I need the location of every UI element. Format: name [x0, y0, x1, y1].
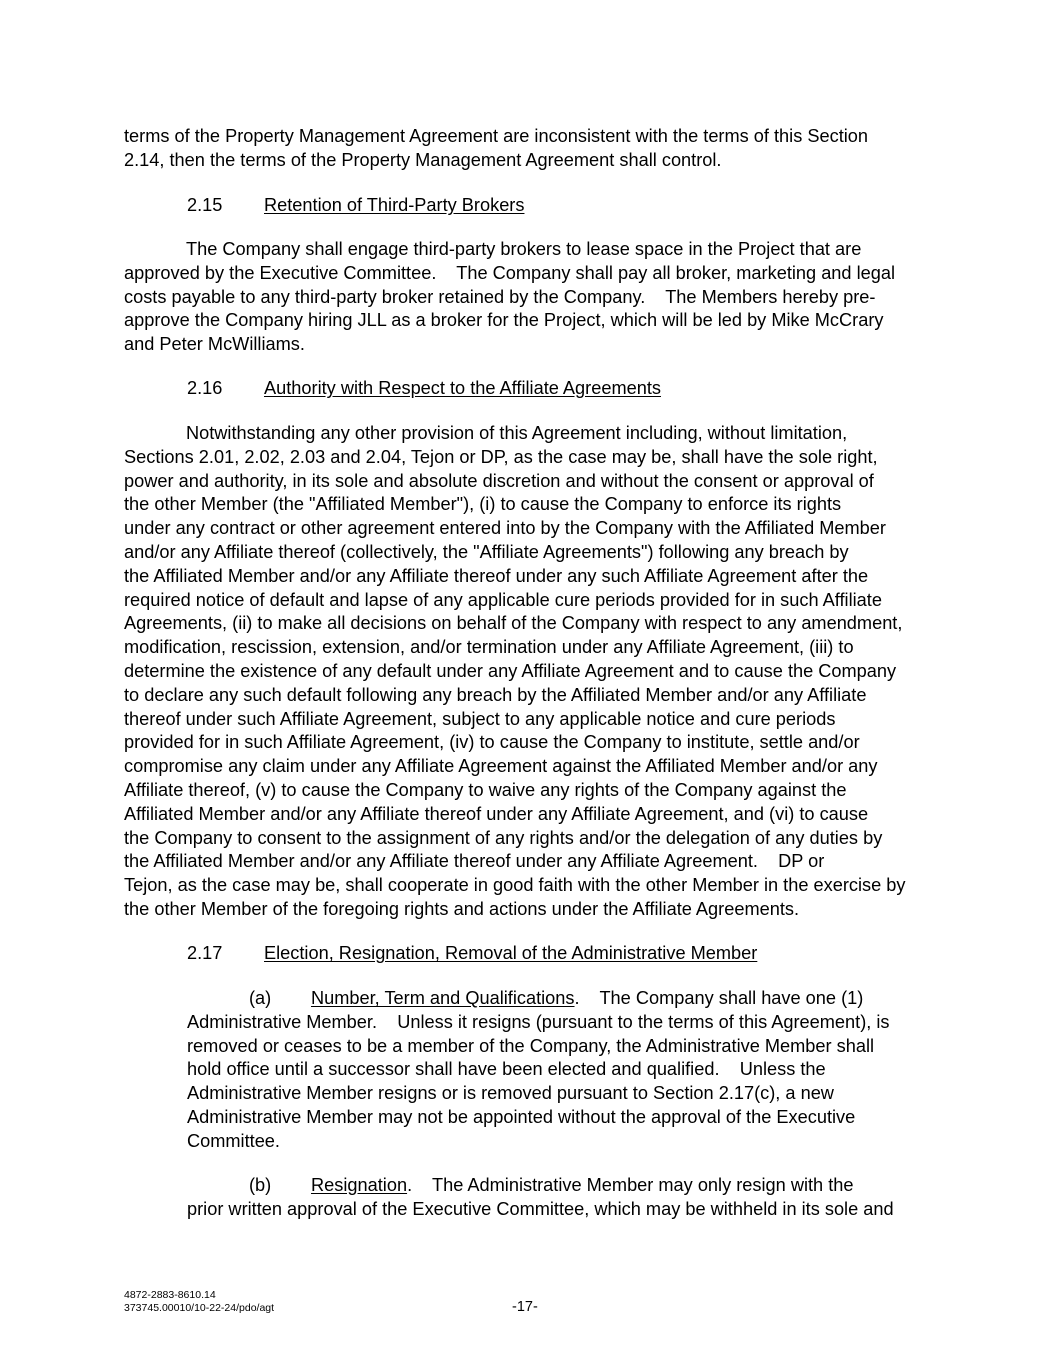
text-line: Tejon, as the case may be, shall cooperate in good faith with the other Member in the exercise by — [124, 875, 906, 896]
text-line: prior written approval of the Executive Committee, which may be withheld in its sole and — [187, 1198, 894, 1219]
footer-matter-id: 373745.00010/10-22-24/pdo/agt — [124, 1301, 275, 1314]
text-line: the other Member of the foregoing rights and actions under the Affiliate Agreements. — [124, 898, 800, 919]
section-number: 2.16 — [187, 378, 223, 398]
text-line: under any contract or other agreement entered into by the Company with the Affiliated Member — [124, 518, 886, 539]
subsection-label: (a) — [249, 988, 272, 1008]
text-line: costs payable to any third-party broker retained by the Company. The Members hereby pre- — [124, 286, 876, 307]
subsection-a-paragraph — [187, 987, 890, 1154]
text-line: required notice of default and lapse of any applicable cure periods provided for in such Affiliate — [124, 589, 882, 610]
text-line: compromise any claim under any Affiliate Agreement against the Affiliated Member and/or any — [124, 756, 878, 777]
text-line: Administrative Member resigns or is removed pursuant to Section 2.17(c), a new — [187, 1083, 834, 1104]
page-number: -17- — [512, 1299, 538, 1315]
text-line: Committee. — [187, 1130, 280, 1151]
section-number: 2.17 — [187, 943, 223, 963]
section-2-16-paragraph — [124, 422, 905, 922]
subsection-title: Resignation — [311, 1175, 408, 1195]
text-line: power and authority, in its sole and absolute discretion and without the consent or approval of — [124, 470, 874, 491]
text-line: determine the existence of any default under any Affiliate Agreement and to cause the Company — [124, 660, 897, 681]
text-line: Notwithstanding any other provision of this Agreement including, without limitation, — [186, 423, 848, 443]
footer-document-ids — [124, 1289, 274, 1314]
text-line: Administrative Member. Unless it resigns (pursuant to the terms of this Agreement), is — [187, 1011, 890, 1032]
text-line: (a) Number, Term and Qualifications. The Company shall have one (1) — [187, 987, 890, 1011]
section-2-15-heading — [187, 194, 524, 218]
text-line: 2.14, then the terms of the Property Management Agreement shall control. — [124, 149, 722, 170]
section-number: 2.15 — [187, 195, 223, 215]
text-line: terms of the Property Management Agreement are inconsistent with the terms of this Section — [124, 126, 869, 146]
text-line: and/or any Affiliate thereof (collectively, the "Affiliate Agreements") following any breach by — [124, 541, 849, 562]
text-line: Administrative Member may not be appointed without the approval of the Executive — [187, 1106, 856, 1127]
text-line: removed or ceases to be a member of the Company, the Administrative Member shall — [187, 1035, 875, 1056]
text-line: the Company to consent to the assignment of any rights and/or the delegation of any duties by — [124, 827, 883, 848]
section-title: Authority with Respect to the Affiliate Agreements — [264, 378, 661, 398]
continuation-paragraph — [124, 125, 868, 173]
text-line: Sections 2.01, 2.02, 2.03 and 2.04, Tejon or DP, as the case may be, shall have the sole right, — [124, 446, 878, 467]
subsection-title: Number, Term and Qualifications — [311, 988, 575, 1008]
section-2-16-heading — [187, 377, 661, 401]
text-line: Affiliate thereof, (v) to cause the Company to waive any rights of the Company against the — [124, 779, 847, 800]
subsection-b-paragraph — [187, 1174, 894, 1222]
text-line: (b) Resignation. The Administrative Member may only resign with the — [187, 1174, 894, 1198]
section-2-17-heading — [187, 942, 757, 966]
text-line: approved by the Executive Committee. The Company shall pay all broker, marketing and legal — [124, 262, 896, 283]
footer-doc-id: 4872-2883-8610.14 — [124, 1289, 216, 1301]
text-line: and Peter McWilliams. — [124, 334, 305, 355]
text-line: thereof under such Affiliate Agreement, subject to any applicable notice and cure periods — [124, 708, 836, 729]
text-line: modification, rescission, extension, and/or termination under any Affiliate Agreement, (iii) to — [124, 637, 854, 658]
section-title: Retention of Third-Party Brokers — [264, 195, 525, 215]
text-line: the other Member (the "Affiliated Member"), (i) to cause the Company to enforce its rights — [124, 494, 842, 515]
text-line: hold office until a successor shall have been elected and qualified. Unless the — [187, 1059, 826, 1080]
subsection-label: (b) — [249, 1175, 272, 1195]
text-line: to declare any such default following any breach by the Affiliated Member and/or any Affiliate — [124, 684, 867, 705]
section-title: Election, Resignation, Removal of the Administrative Member — [264, 943, 758, 963]
text-line: The Company shall engage third-party brokers to lease space in the Project that are — [186, 239, 862, 259]
text-line: approve the Company hiring JLL as a broker for the Project, which will be led by Mike McCrary — [124, 310, 884, 331]
text-line: Affiliated Member and/or any Affiliate thereof under any Affiliate Agreement, and (vi) to cause — [124, 803, 869, 824]
text-line: the Affiliated Member and/or any Affiliate thereof under any such Affiliate Agreement after the — [124, 565, 869, 586]
text-line: the Affiliated Member and/or any Affiliate thereof under any Affiliate Agreement. DP or — [124, 851, 825, 872]
text-line: provided for in such Affiliate Agreement, (iv) to cause the Company to institute, settle and/or — [124, 732, 860, 753]
text-line: Agreements, (ii) to make all decisions on behalf of the Company with respect to any amendment, — [124, 613, 903, 634]
section-2-15-paragraph — [124, 238, 895, 357]
